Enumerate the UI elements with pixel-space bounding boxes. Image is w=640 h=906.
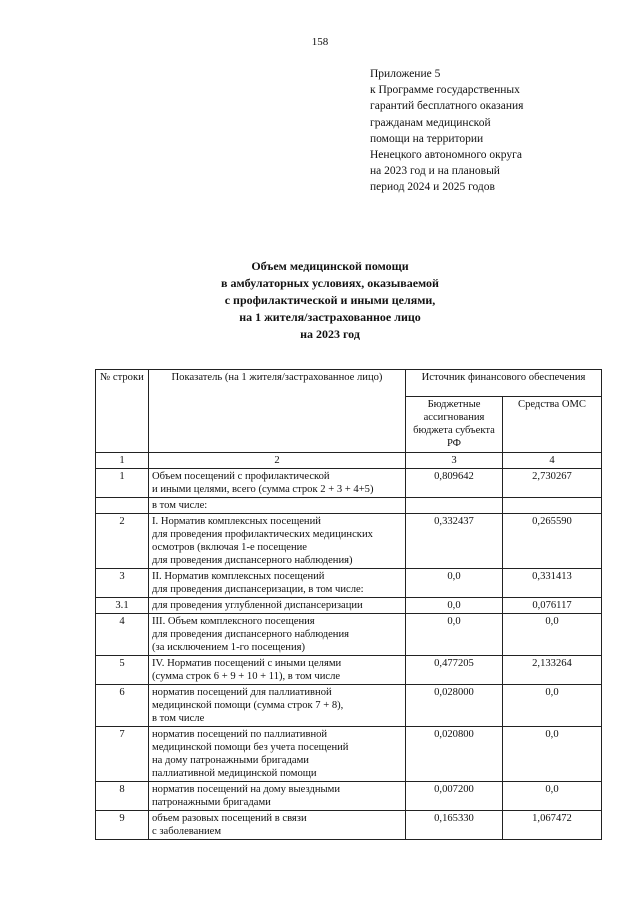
oms-value: [503, 498, 602, 514]
annex-line: на 2023 год и на плановый: [370, 165, 500, 178]
page-number: 158: [311, 36, 329, 48]
annex-line: период 2024 и 2025 годов: [370, 181, 495, 194]
indicator-line: осмотров (включая 1-е посещение: [152, 542, 307, 553]
oms-value: 0,0: [503, 782, 602, 811]
table-row: [96, 514, 602, 569]
table-row: [96, 656, 602, 685]
indicator-line: для проведения углубленной диспансеризации: [152, 600, 363, 611]
indicator-cell: [149, 656, 406, 685]
oms-value: 0,331413: [503, 569, 602, 598]
indicator-line: IV. Норматив посещений с иными целями: [152, 658, 342, 669]
indicator-line: с заболеванием: [152, 826, 222, 837]
table-row: [96, 811, 602, 840]
indicator-line: в том числе:: [152, 500, 208, 511]
oms-value: 0,0: [503, 614, 602, 656]
table-row: [96, 598, 602, 614]
title-line: на 1 жителя/застрахованное лицо: [239, 310, 421, 324]
indicator-line: для проведения диспансерного наблюдения): [152, 555, 353, 566]
indicator-line: в том числе: [152, 713, 205, 724]
header-funding-source: Источник финансового обеспечения: [406, 370, 602, 397]
indicator-line: III. Объем комплексного посещения: [152, 616, 315, 627]
row-number: 5: [96, 656, 149, 685]
indicator-cell: [149, 614, 406, 656]
annex-line: к Программе государственных: [370, 84, 520, 97]
header-oms: Средства ОМС: [503, 397, 602, 453]
table-row: [96, 782, 602, 811]
table-header-row: [96, 370, 602, 397]
indicator-line: для проведения диспансерного наблюдения: [152, 629, 350, 640]
title-line: с профилактической и иными целями,: [224, 293, 436, 307]
indicator-line: I. Норматив комплексных посещений: [152, 516, 321, 527]
indicator-line: объем разовых посещений в связи: [152, 813, 307, 824]
indicator-line: норматив посещений на дому выездными: [152, 784, 341, 795]
column-index-row: [96, 453, 602, 469]
indicator-line: норматив посещений для паллиативной: [152, 687, 332, 698]
column-index: 1: [96, 453, 149, 469]
annex-line: гарантий бесплатного оказания: [370, 100, 524, 113]
indicator-cell: [149, 811, 406, 840]
title-line: в амбулаторных условиях, оказываемой: [221, 276, 439, 290]
oms-value: 0,076117: [503, 598, 602, 614]
annex-heading: [370, 66, 630, 196]
row-number: 1: [96, 469, 149, 498]
title-line: на 2023 год: [300, 327, 360, 341]
oms-value: 2,730267: [503, 469, 602, 498]
indicator-line: II. Норматив комплексных посещений: [152, 571, 325, 582]
row-number: 6: [96, 685, 149, 727]
budget-value: 0,028000: [406, 685, 503, 727]
indicator-cell: [149, 685, 406, 727]
indicator-line: патронажными бригадами: [152, 797, 271, 808]
table-row: [96, 685, 602, 727]
annex-line: гражданам медицинской: [370, 116, 491, 129]
column-index: 3: [406, 453, 503, 469]
table-row: [96, 469, 602, 498]
title-line: Объем медицинской помощи: [251, 259, 409, 273]
annex-line: Ненецкого автономного округа: [370, 149, 522, 162]
indicator-cell: [149, 569, 406, 598]
indicator-line: (сумма строк 6 + 9 + 10 + 11), в том числе: [152, 671, 341, 682]
header-indicator: Показатель (на 1 жителя/застрахованное лицо): [149, 370, 406, 453]
table-row: [96, 498, 602, 514]
indicator-line: медицинской помощи (сумма строк 7 + 8),: [152, 700, 344, 711]
indicator-cell: [149, 469, 406, 498]
indicator-cell: [149, 782, 406, 811]
header-budget: Бюджетные ассигнования бюджета субъекта РФ: [406, 397, 503, 453]
row-number: 3.1: [96, 598, 149, 614]
indicator-line: (за исключением 1-го посещения): [152, 642, 306, 653]
table-row: [96, 727, 602, 782]
oms-value: 0,0: [503, 727, 602, 782]
indicator-line: норматив посещений по паллиативной: [152, 729, 328, 740]
budget-value: 0,020800: [406, 727, 503, 782]
budget-value: 0,0: [406, 569, 503, 598]
volume-table: [95, 369, 602, 840]
row-number: 8: [96, 782, 149, 811]
indicator-line: паллиативной медицинской помощи: [152, 768, 317, 779]
row-number: 7: [96, 727, 149, 782]
table-row: [96, 569, 602, 598]
table-row: [96, 614, 602, 656]
column-index: 4: [503, 453, 602, 469]
indicator-cell: [149, 598, 406, 614]
budget-value: 0,809642: [406, 469, 503, 498]
budget-value: 0,0: [406, 614, 503, 656]
budget-value: [406, 498, 503, 514]
indicator-line: медицинской помощи без учета посещений: [152, 742, 349, 753]
annex-line: Приложение 5: [370, 68, 441, 80]
indicator-line: на дому патронажными бригадами: [152, 755, 309, 766]
indicator-line: для проведения профилактических медицинских: [152, 529, 373, 540]
row-number: 4: [96, 614, 149, 656]
document-title: [0, 258, 640, 343]
indicator-cell: [149, 514, 406, 569]
column-index: 2: [149, 453, 406, 469]
oms-value: 0,265590: [503, 514, 602, 569]
oms-value: 2,133264: [503, 656, 602, 685]
annex-line: помощи на территории: [370, 132, 484, 145]
row-number: 9: [96, 811, 149, 840]
indicator-cell: [149, 727, 406, 782]
row-number: [96, 498, 149, 514]
budget-value: 0,165330: [406, 811, 503, 840]
budget-value: 0,332437: [406, 514, 503, 569]
row-number: 2: [96, 514, 149, 569]
budget-value: 0,007200: [406, 782, 503, 811]
header-row-number: № строки: [96, 370, 149, 453]
budget-value: 0,0: [406, 598, 503, 614]
budget-value: 0,477205: [406, 656, 503, 685]
indicator-cell: [149, 498, 406, 514]
oms-value: 1,067472: [503, 811, 602, 840]
indicator-line: для проведения диспансеризации, в том числе:: [152, 584, 364, 595]
indicator-line: и иными целями, всего (сумма строк 2 + 3 + 4+5): [152, 484, 374, 495]
row-number: 3: [96, 569, 149, 598]
indicator-line: Объем посещений с профилактической: [152, 471, 330, 482]
oms-value: 0,0: [503, 685, 602, 727]
